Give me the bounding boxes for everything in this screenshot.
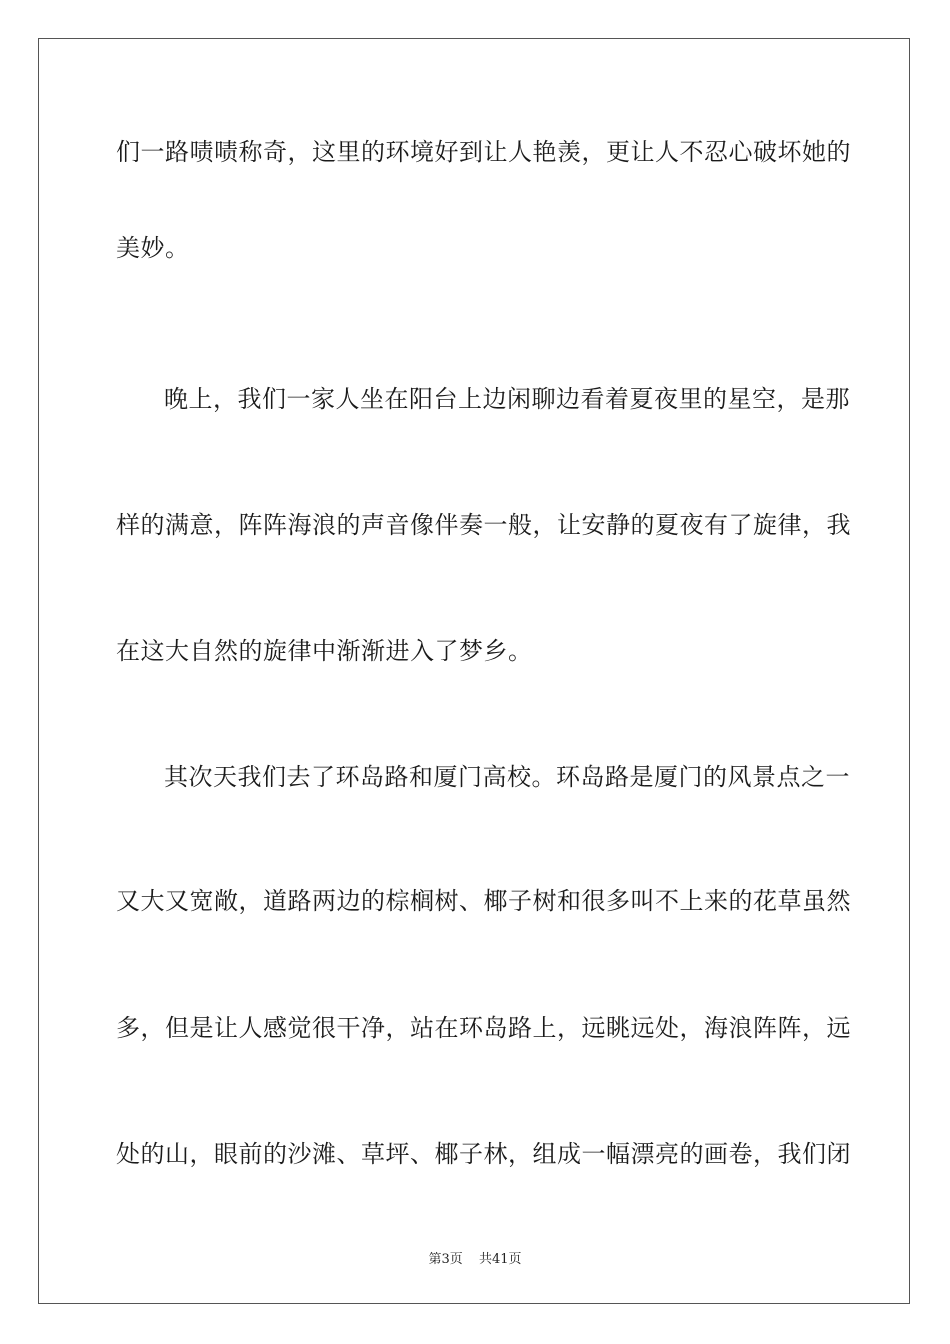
page-border	[38, 38, 910, 1304]
text-line: 美妙。	[116, 234, 190, 262]
page-total: 共41页	[478, 1252, 522, 1267]
text-line: 们一路啧啧称奇，这里的环境好到让人艳羡，更让人不忍心破坏她的	[116, 138, 851, 166]
text-line: 在这大自然的旋律中渐渐进入了梦乡。	[116, 637, 533, 665]
text-line: 样的满意，阵阵海浪的声音像伴奏一般，让安静的夏夜有了旋律，我	[116, 511, 851, 539]
text-line: 其次天我们去了环岛路和厦门高校。环岛路是厦门的风景点之一	[164, 763, 850, 791]
page-number: 第3页	[428, 1252, 463, 1267]
text-line: 处的山，眼前的沙滩、草坪、椰子林，组成一幅漂亮的画卷，我们闭	[116, 1140, 851, 1168]
page-footer	[0, 1248, 950, 1267]
text-line: 晚上，我们一家人坐在阳台上边闲聊边看着夏夜里的星空，是那	[164, 385, 850, 413]
text-line: 又大又宽敞，道路两边的棕榈树、椰子树和很多叫不上来的花草虽然	[116, 887, 851, 915]
text-line: 多，但是让人感觉很干净，站在环岛路上，远眺远处，海浪阵阵，远	[116, 1014, 851, 1042]
